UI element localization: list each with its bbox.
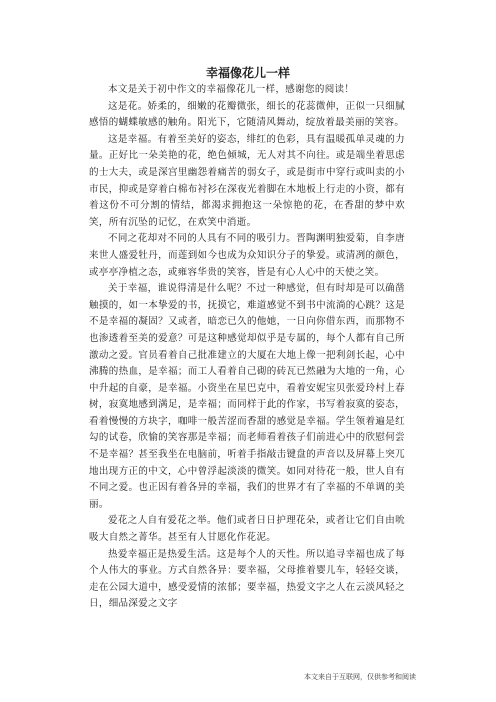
footer-note: 本文来自于互联网，仅供参考和阅读 [304,673,416,681]
paragraph: 关于幸福，谁说得清是什么呢？不过一种感觉，但有时却是可以确凿触摸的，如一本挚爱的书，抚摸它，难道感觉不到书中流淌的心跳？这是不是幸福的凝固？又或者，暗恋已久的他她，一日向你借东西，而那物不也渗透着至美的爱意？可是这种感觉却似乎是专属的，每个人都有自己所激动之爱。官员看着自己批准建立的大厦在大地上像一把利剑长起，心中沸腾的热血，是幸福；而工人看着自己砌的砖瓦已然融为大地的一角，心中升起的自豪，是幸福。小资坐在星巴克中，看着安妮宝贝张爱玲村上春树，寂寞地感到满足，是幸福；而同样于此的作家，书写着寂寞的姿态，看着慢慢的方块字，咖啡一般苦涩而香甜的感觉是幸福。学生领着遍是红勾的试卷，欣愉的笑容那是幸福；而老师看着孩子们前进心中的欣慰何尝不是幸福？甚至我坐在电脑前，听着手指敲击键盘的声音以及屏幕上突兀地出现方正的中文，心中曾浮起淡淡的微笑。如同对待花一般，世人自有不同之爱。也正因有着各异的幸福，我们的世界才有了幸福的不单调的美丽。 [89,283,405,510]
paragraph: 这是幸福。有着至美好的姿态，绯红的色彩，具有温暖孤单灵魂的力量。正好比一朵美艳的花，绝色倾城，无人对其不向往。或是端坐着思虑的士大夫，或是深宫里幽怨着痛苦的弱女子，或是街市中穿行或叫卖的小市民，抑或是穿着白棉布衬衫在深夜光着脚在木地板上行走的小资，都有着这份不可分割的情结，都渴求拥抱这一朵惊艳的花，在香甜的梦中欢笑，所有沉坠的记忆，在欢笑中消逝。 [89,133,405,228]
paragraph: 这是花。娇柔的，细嫩的花瓣微张，细长的花蕊微伸，正似一只细腻感悟的蝴蝶敏感的触角。阳光下，它随清风舞动，绽放着最美丽的笑容。 [89,100,405,129]
paragraph: 本文是关于初中作文的幸福像花儿一样，感谢您的阅读！ [108,84,355,95]
document-body [89,82,405,613]
paragraph: 不同之花却对不同的人具有不同的吸引力。晋陶渊明独爱菊，自李唐来世人盛爱牡丹，而莲到如今也成为众知识分子的挚爱。或清冽的颜色，或亭亭净植之态，或雍容华贵的笑容，皆是有心人心中的天使之笑。 [89,233,405,278]
paragraph: 热爱幸福正是热爱生活。这是每个人的天性。所以追寻幸福也成了每个人伟大的事业。方式自然各异：要幸福，父母推着婴儿车，轻轻交谈，走在公园大道中，感受爱情的浓郁；要幸福，热爱文字之人在云淡风轻之日，细品深爱之文字 [89,548,405,610]
paragraph: 爱花之人自有爱花之举。他们或者日日护理花朵，或者让它们自由吮吸大自然之菁华。甚至有人甘愿化作花泥。 [89,515,405,544]
document-title: 幸福像花儿一样 [205,66,290,80]
